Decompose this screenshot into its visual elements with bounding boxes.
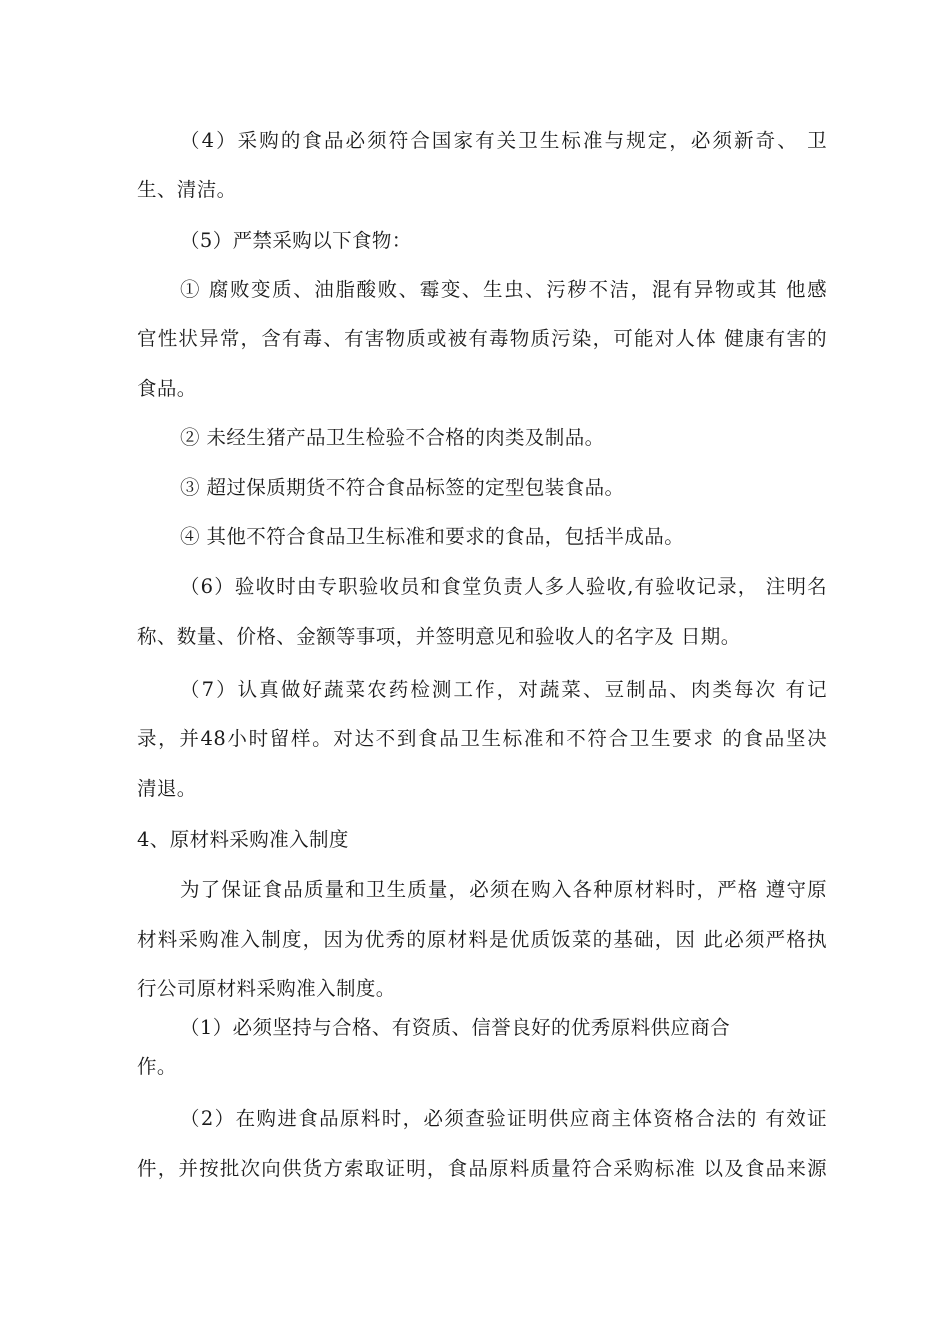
text-line: （2）在购进食品原料时，必须查验证明供应商主体资格合法的 有效证 <box>180 1107 827 1130</box>
text-line: （1）必须坚持与合格、有资质、信誉良好的优秀原料供应商合 <box>180 1016 731 1039</box>
text-line: 官性状异常，含有毒、有害物质或被有毒物质污染，可能对人体 健康有害的 <box>137 327 827 350</box>
section-heading-text: 4、原材料采购准入制度 <box>137 828 349 851</box>
text-line: 件，并按批次向供货方索取证明，食品原料质量符合采购标准 以及食品来源 <box>137 1157 827 1180</box>
text-line: （6）验收时由专职验收员和食堂负责人多人验收,有验收记录， 注明名 <box>180 575 827 598</box>
text-line: 为了保证食品质量和卫生质量，必须在购入各种原材料时，严格 遵守原 <box>180 878 827 901</box>
text-line: （4）采购的食品必须符合国家有关卫生标准与规定，必须新奇、 卫 <box>180 129 827 152</box>
text-line: （5）严禁采购以下食物： <box>180 229 412 252</box>
text-line: （7）认真做好蔬菜农药检测工作，对蔬菜、豆制品、肉类每次 有记 <box>180 678 827 701</box>
text-line: 食品。 <box>137 377 197 400</box>
text-line: 清退。 <box>137 777 197 800</box>
text-line: 行公司原材料采购准入制度。 <box>137 977 396 1000</box>
text-line: ① 腐败变质、油脂酸败、霉变、生虫、污秽不洁，混有异物或其 他感 <box>180 278 827 301</box>
text-line: ③ 超过保质期货不符合食品标签的定型包装食品。 <box>180 476 625 499</box>
text-line: 生、清洁。 <box>137 178 237 201</box>
text-line: 称、数量、价格、金额等事项，并签明意见和验收人的名字及 日期。 <box>137 625 741 648</box>
text-line: 材料采购准入制度，因为优秀的原材料是优质饭菜的基础，因 此必须严格执 <box>137 928 827 951</box>
text-line: 录，并48小时留样。对达不到食品卫生标准和不符合卫生要求 的食品坚决 <box>137 727 827 750</box>
text-line: ④ 其他不符合食品卫生标准和要求的食品，包括半成品。 <box>180 525 685 548</box>
text-line: 作。 <box>137 1055 177 1078</box>
text-line: ② 未经生猪产品卫生检验不合格的肉类及制品。 <box>180 426 605 449</box>
